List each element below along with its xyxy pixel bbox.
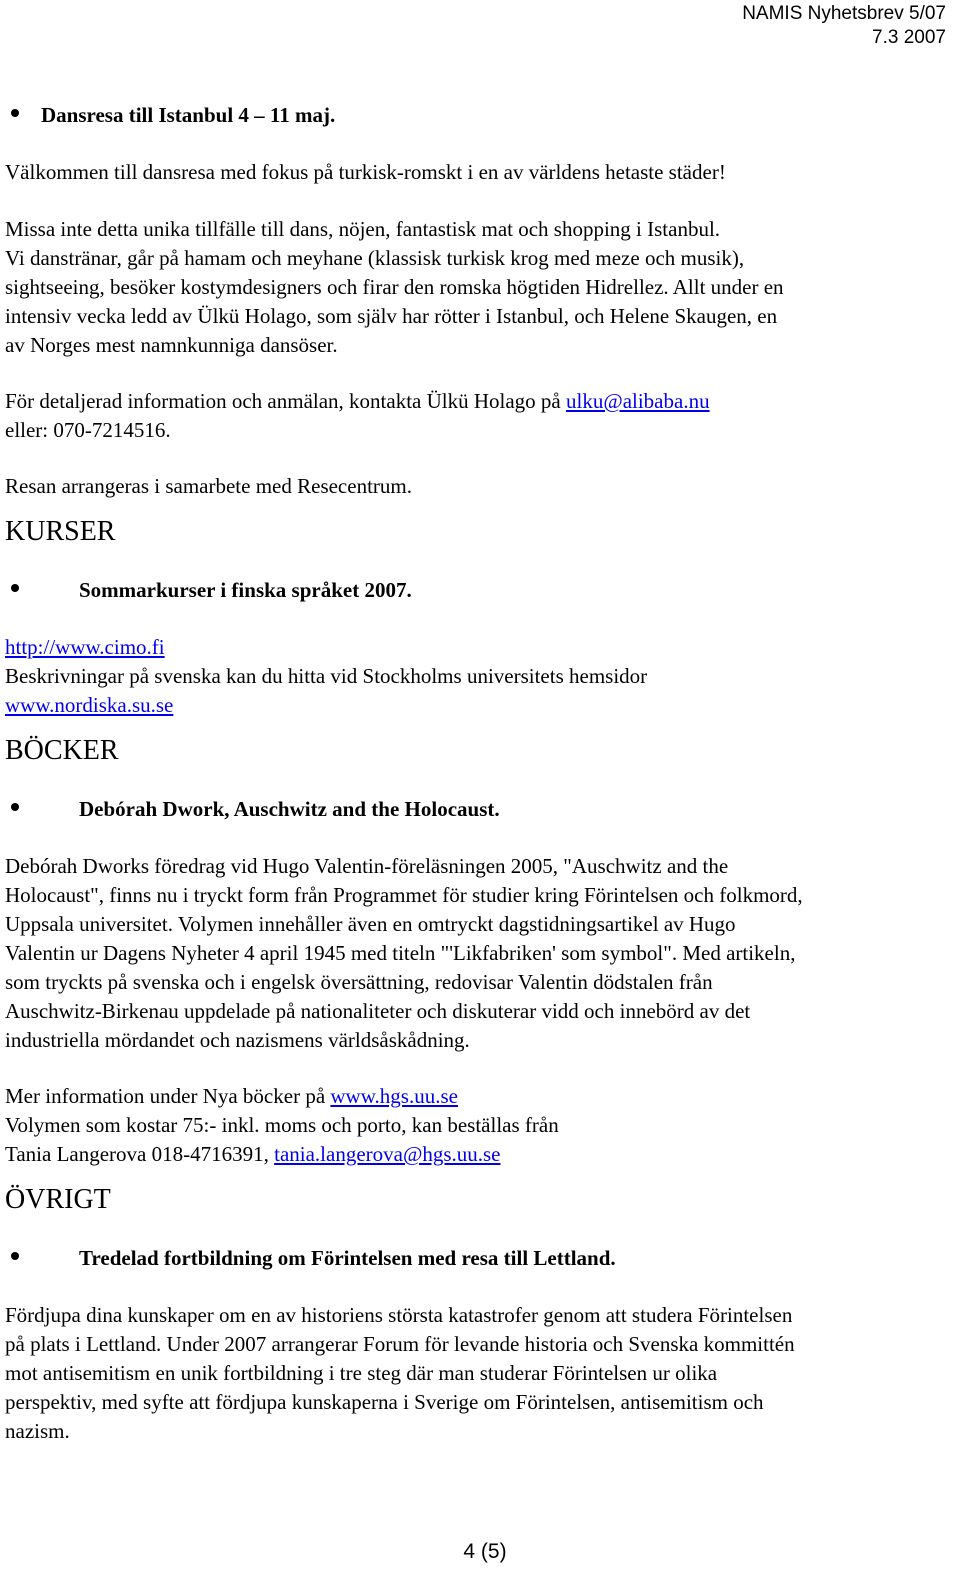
phone-line: eller: 070-7214516.	[5, 418, 171, 442]
text-line: som tryckts på svenska och i engelsk översättning, redovisar Valentin dödstalen från	[5, 970, 713, 994]
bullet-icon	[11, 584, 19, 592]
newsletter-title: NAMIS Nyhetsbrev 5/07	[742, 3, 946, 24]
bullet-istanbul	[5, 101, 955, 130]
text-line: Fördjupa dina kunskaper om en av historiens största katastrofer genom att studera Förintelsen	[5, 1303, 793, 1327]
text-line	[5, 691, 955, 720]
bullet-heading-bocker: Debórah Dwork, Auschwitz and the Holocaust.	[79, 797, 500, 821]
link-hgs[interactable]: www.hgs.uu.se	[330, 1084, 458, 1108]
bullet-kurser	[5, 576, 955, 605]
kurser-text: Beskrivningar på svenska kan du hitta vid Stockholms universitets hemsidor	[5, 664, 648, 688]
text-line: av Norges mest namnkunniga dansöser.	[5, 333, 338, 357]
text-line: Vi danstränar, går på hamam och meyhane (klassisk turkisk krog med meze och musik),	[5, 246, 745, 270]
info-text: Mer information under Nya böcker på	[5, 1084, 331, 1108]
text-line	[5, 633, 955, 662]
section-title-ovrigt: ÖVRIGT	[5, 1184, 111, 1215]
text-line: perspektiv, med syfte att fördjupa kunskaperna i Sverige om Förintelsen, antisemitism och	[5, 1390, 764, 1414]
page-header	[742, 2, 946, 50]
text-line: Holocaust", finns nu i tryckt form från Programmet för studier kring Förintelsen och folkmord,	[5, 883, 803, 907]
bullet-bocker	[5, 795, 955, 824]
section-title-kurser: KURSER	[5, 516, 116, 547]
text-line: Valentin ur Dagens Nyheter 4 april 1945 med titeln "'Likfabriken' som symbol". Med artikeln,	[5, 941, 796, 965]
document-body	[5, 101, 955, 1446]
istanbul-contact	[5, 387, 955, 445]
bocker-info	[5, 1082, 955, 1169]
text-line: sightseeing, besöker kostymdesigners och firar den romska högtiden Hidrellez. Allt under en	[5, 275, 784, 299]
text-line	[5, 1140, 955, 1169]
bullet-heading-istanbul: Dansresa till Istanbul 4 – 11 maj.	[41, 103, 336, 127]
text-line: intensiv vecka ledd av Ülkü Holago, som själv har rötter i Istanbul, och Helene Skaugen, en	[5, 304, 778, 328]
istanbul-arranger: Resan arrangeras i samarbete med Resecentrum.	[5, 474, 412, 498]
text-line: på plats i Lettland. Under 2007 arrangerar Forum för levande historia och Svenska kommittén	[5, 1332, 795, 1356]
text-line: mot antisemitism en unik fortbildning i tre steg där man studerar Förintelsen ur olika	[5, 1361, 718, 1385]
text-line: Auschwitz-Birkenau uppdelade på nationaliteter och diskuterar vidd och innebörd av det	[5, 999, 751, 1023]
bocker-description	[5, 852, 955, 1055]
text-line	[5, 387, 955, 416]
istanbul-welcome: Välkommen till dansresa med fokus på turkisk-romskt i en av världens hetaste städer!	[5, 160, 726, 184]
bullet-heading-kurser: Sommarkurser i finska språket 2007.	[79, 578, 412, 602]
contact-text: Tania Langerova 018-4716391,	[5, 1142, 275, 1166]
text-line: industriella mördandet och nazismens världsåskådning.	[5, 1028, 470, 1052]
text-line	[5, 1082, 955, 1111]
text-line: Uppsala universitet. Volymen innehåller även en omtryckt dagstidningsartikel av Hugo	[5, 912, 736, 936]
ovrigt-description	[5, 1301, 955, 1446]
text-line: nazism.	[5, 1419, 70, 1443]
price-text: Volymen som kostar 75:- inkl. moms och porto, kan beställas från	[5, 1113, 559, 1137]
contact-text: För detaljerad information och anmälan, kontakta Ülkü Holago på	[5, 389, 567, 413]
page-number: 4 (5)	[463, 1540, 507, 1563]
bullet-icon	[11, 1252, 19, 1260]
section-title-bocker: BÖCKER	[5, 735, 119, 766]
newsletter-date: 7.3 2007	[872, 27, 946, 48]
istanbul-description	[5, 215, 955, 360]
bullet-ovrigt	[5, 1244, 955, 1273]
bullet-icon	[11, 109, 19, 117]
email-link-ulku[interactable]: ulku@alibaba.nu	[566, 389, 710, 413]
kurser-body	[5, 633, 955, 720]
bullet-heading-ovrigt: Tredelad fortbildning om Förintelsen med resa till Lettland.	[79, 1246, 616, 1270]
link-cimo[interactable]: http://www.cimo.fi	[5, 635, 165, 659]
text-line: Missa inte detta unika tillfälle till dans, nöjen, fantastisk mat och shopping i Istanbul.	[5, 217, 721, 241]
text-line: Debórah Dworks föredrag vid Hugo Valentin-föreläsningen 2005, "Auschwitz and the	[5, 854, 729, 878]
bullet-icon	[11, 803, 19, 811]
link-nordiska[interactable]: www.nordiska.su.se	[5, 693, 174, 717]
email-link-tania[interactable]: tania.langerova@hgs.uu.se	[274, 1142, 501, 1166]
